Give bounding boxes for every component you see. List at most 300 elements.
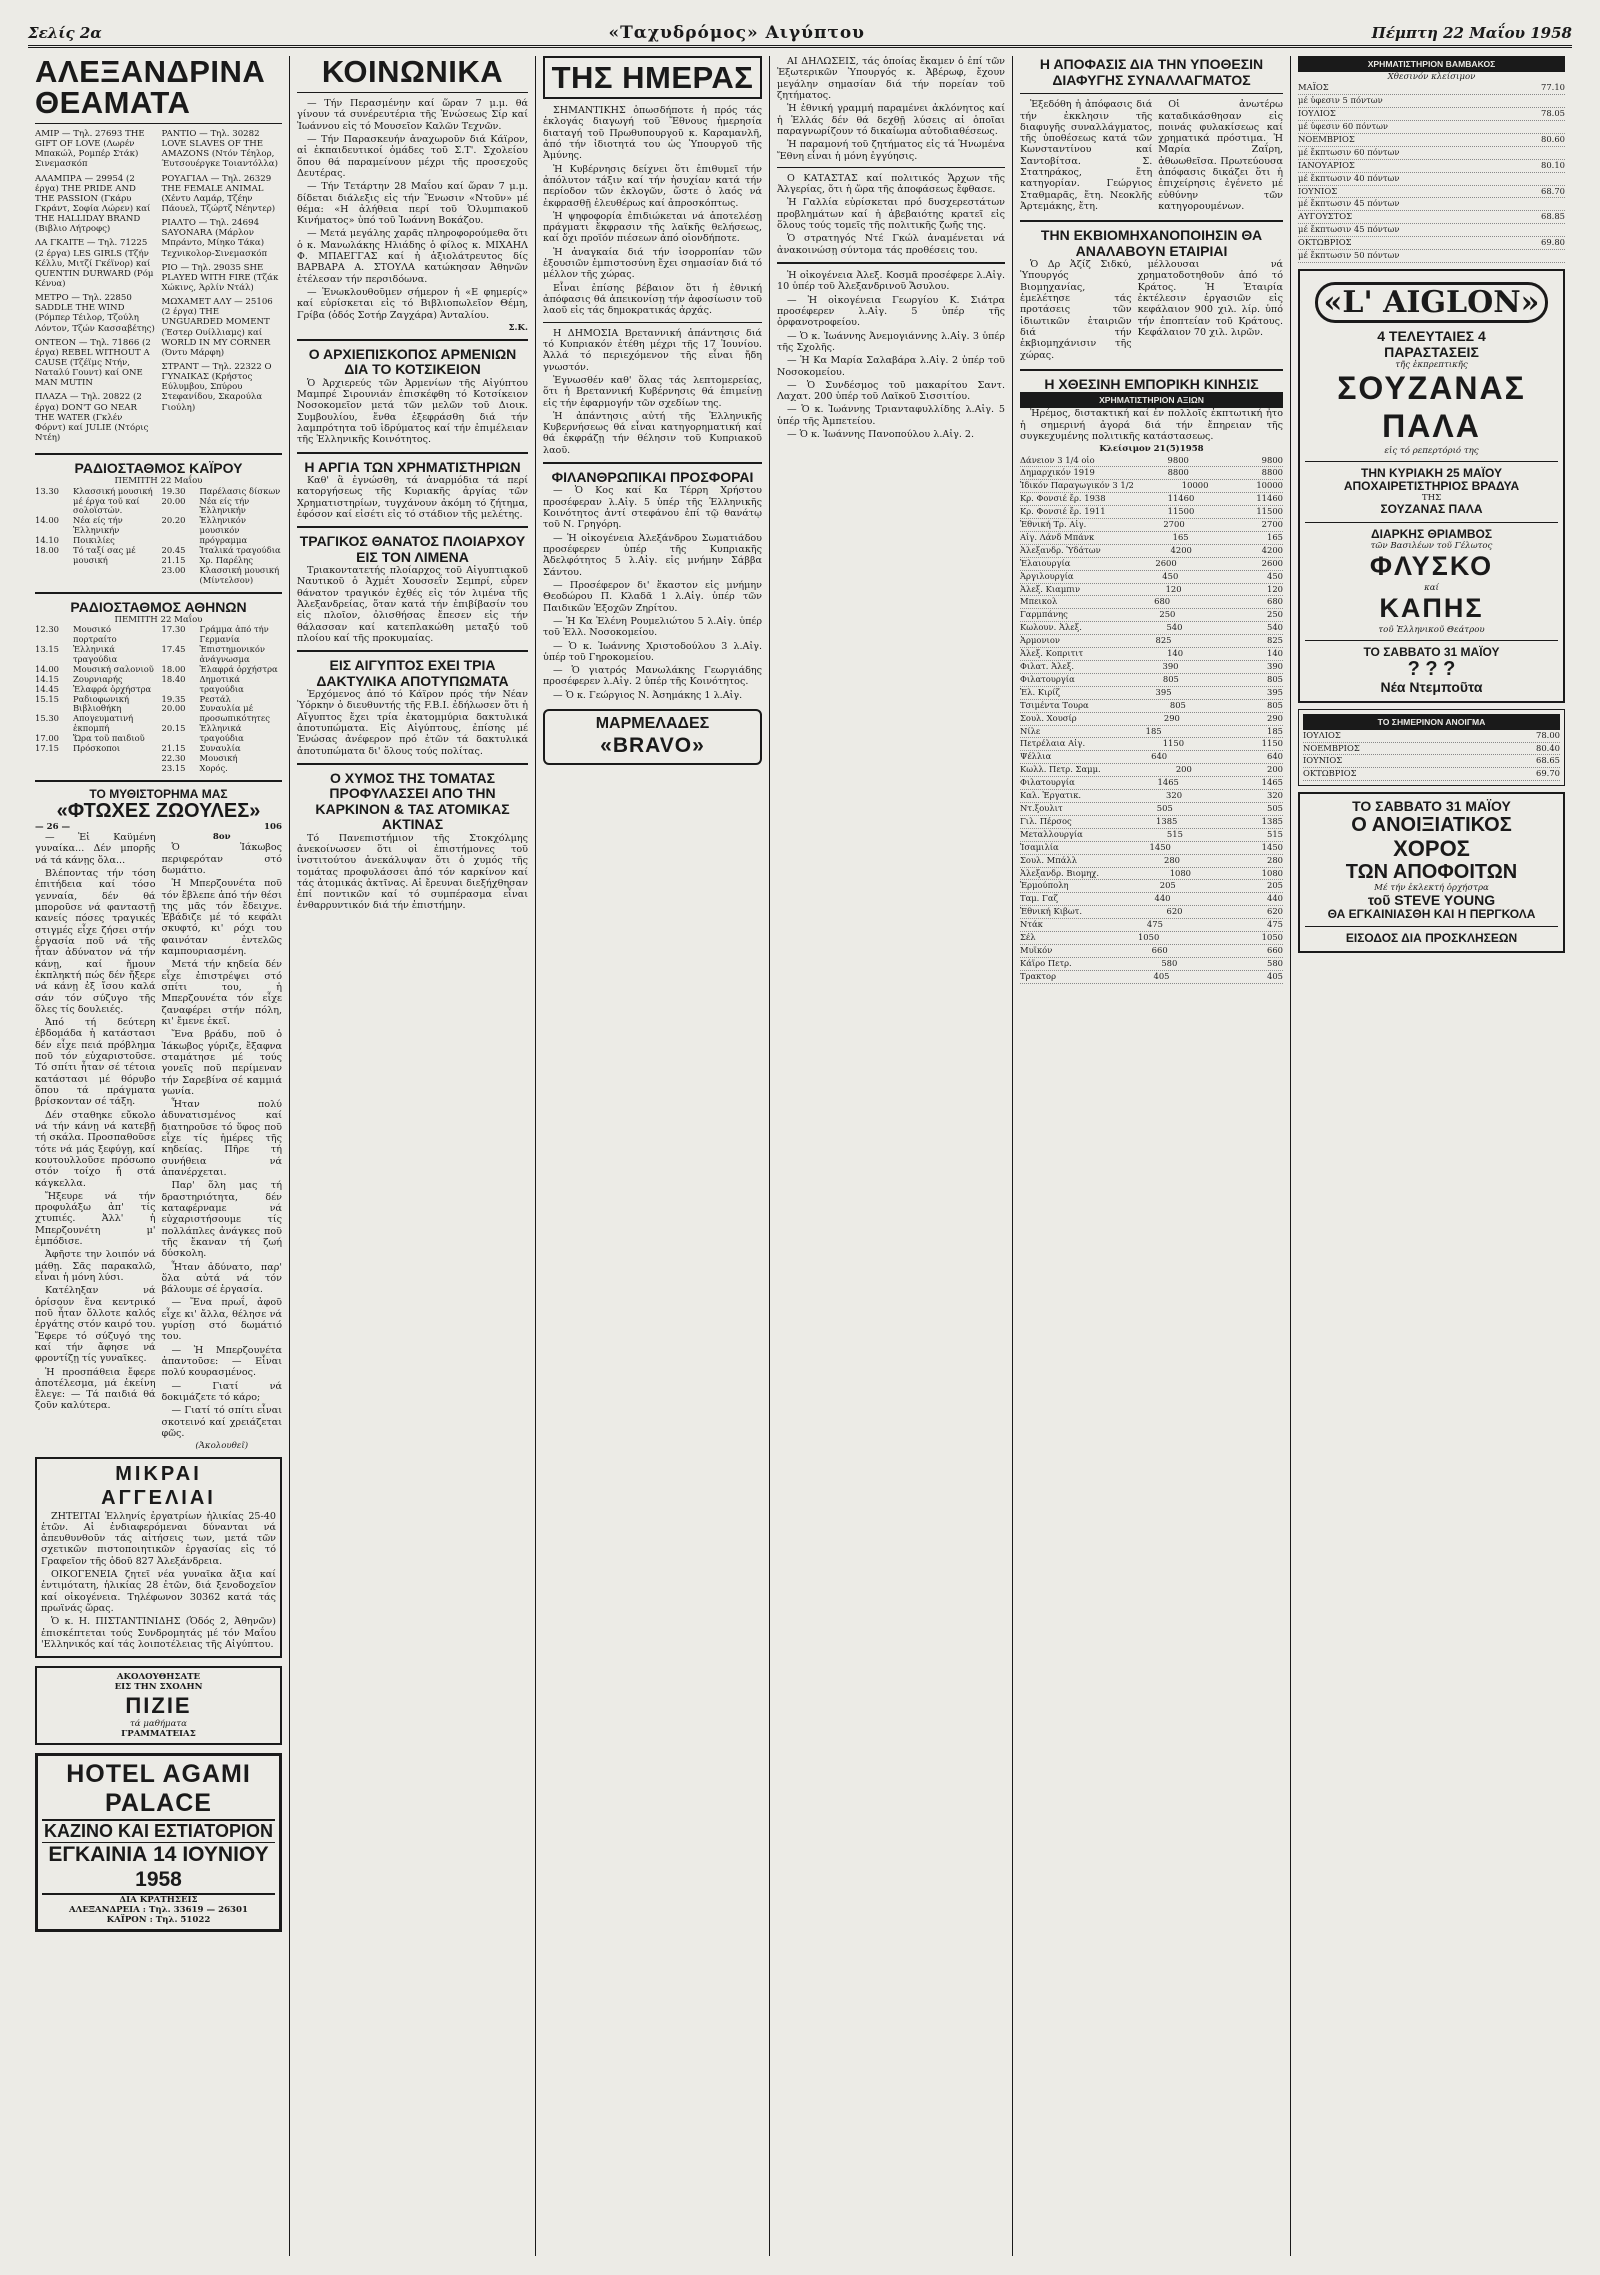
stock-row — [1020, 622, 1283, 635]
schedule-program: Κλασσική μουσική (Μίντελσον) — [199, 564, 280, 585]
school-line-1: ΑΚΟΛΟΥΘΗΣΑΤΕ — [116, 1672, 201, 1683]
radio-athens-title: ΡΑΔΙΟΣΤΑΘΜΟΣ ΑΘΗΝΩΝ — [70, 598, 247, 615]
decision-title: Η ΑΠΟΦΑΣΙΣ ΔΙΑ ΤΗΝ ΥΠΟΘΕΣΙΝ ΔΙΑΦΥΓΗΣ ΣΥΝΑΛΛΑΓΜΑΤΟΣ — [1039, 56, 1264, 89]
row-value: 9800 — [1167, 454, 1189, 465]
charity-item: — Ἡ Κα Μαρία Σαλαβάρα λ.Αἰγ. 2 ὑπέρ τοῦ Νοσοκομείου. — [777, 355, 1005, 378]
dance-ad — [1298, 792, 1565, 952]
schedule-time: 20.00 — [161, 495, 186, 506]
schedule-program: Μουσικό πορτραίτο — [73, 624, 117, 645]
row-value: 290 — [1267, 712, 1283, 723]
row-label: Μυϊκόν — [1020, 944, 1053, 955]
row-value: 680 — [1154, 596, 1171, 607]
classified-ad: Ὁ κ. Η. ΠΙΣΤΑΝΤΙΝΙΔΗΣ (Ὁδός 2, Ἀθηνῶν) ἐπισκέπτεται τούς Συνδρομητάς μέ τόν Μαΐου 'Ελληνικός καί τάς λοιποτέλειας τῆς Αἰγύπτου. — [41, 1616, 276, 1650]
row-label: Ἀλεξανδρ. Βιομηχ. — [1020, 867, 1100, 878]
schedule-program: Κλασσική μουσική μέ έργα τοῦ καί σολοϊστών. — [73, 485, 153, 516]
row-value: 4200 — [1261, 544, 1283, 555]
divider — [1305, 522, 1558, 523]
schedule-time: 23.00 — [161, 564, 186, 575]
row-label: ΙΟΥΝΙΟΣ — [1298, 185, 1338, 196]
row-value: 250 — [1266, 609, 1283, 620]
charity-item: — Ὁ Συνδέσμος τοῦ μακαρίτου Σαντ. Λαχατ. 200 ὑπέρ τοῦ Λαϊκοῦ Σισσιτίου. — [777, 379, 1005, 403]
serial-paragraph: — Γιατί τό σπίτι εἶναι σκοτεινό καί χρειάζεται φῶς. — [161, 1405, 282, 1439]
stock-row — [1020, 674, 1283, 687]
schedule-time: 12.30 — [35, 624, 59, 635]
theater-listing: ΑΛΑΜΠΡΑ — 29954 (2 έργα) THE PRIDE AND THE PASSION (Γκάρυ Γκράντ, Σοφία Λώρεν) καί THE HALLIDAY BRAND (Βιβλιο Λήτροφς) — [35, 173, 151, 235]
cotton-row — [1298, 108, 1565, 121]
row-value: 68.70 — [1541, 185, 1565, 196]
schedule-program: Ζουρνιαρής — [73, 673, 123, 684]
hotel-ad — [35, 1753, 282, 1932]
radio-athens-date: ΠΕΜΠΤΗ 22 Μαΐου — [114, 615, 203, 626]
row-label: Σουλ. Χουσίρ — [1020, 712, 1077, 723]
row-label: Τσιμέντα Τουρα — [1020, 699, 1089, 710]
aiglon-line-1: 4 ΤΕΛΕΥΤΑΙΕΣ 4 — [1377, 328, 1486, 345]
schedule-program: Χρ. Παρέλης — [199, 554, 253, 565]
social-item: — Τήν Τετάρτην 28 Μαΐου καί ὥραν 7 μ.μ. δίδεται διάλεξις εἰς τήν Ἕνωσιν «Ντοῦν» μέ θέμα: «Η ἀλήθεια περί τοῦ Ὁλυμπιακοῦ Κινήματος» ὑπό τοῦ Ἰωάννη Βοκάζου. — [297, 181, 528, 227]
row-label: Ἰσαμιλία — [1020, 841, 1059, 852]
theater-listing: ΜΩΧΑΜΕΤ ΑΛΥ — 25106 (2 έργα) THE UNGUARDED MOMENT (Έστερ Ουίλλιαμς) καί WORLD IN MY CORNER (Όντυ Μάρφη) — [161, 297, 273, 358]
column-3 — [536, 56, 770, 2256]
schedule-program: Συναυλία μέ προσωπικότητες — [199, 703, 270, 724]
row-value: 9800 — [1261, 454, 1283, 465]
stock-table — [1020, 455, 1283, 984]
schedule-time: 13.30 — [35, 485, 59, 496]
row-value: 1385 — [1156, 815, 1178, 826]
divider — [297, 650, 528, 652]
theater-listing: ΡΙΟ — Τηλ. 29035 SHE PLAYED WITH FIRE (Τζάκ Χώκινς, Άρλίν Ντάλ) — [161, 262, 279, 293]
cotton-table — [1298, 82, 1565, 263]
charity-item: — Ὁ κ. Ἰωάννης Χριστοδούλου 3 λ.Αἰγ. ὑπέρ τοῦ Γηροκομείου. — [543, 640, 762, 663]
archbishop-title: Ο ΑΡΧΙΕΠΙΣΚΟΠΟΣ ΑΡΜΕΝΙΩΝ ΔΙΑ ΤΟ ΚΟΤΣΙΚΕΙΟΝ — [308, 346, 517, 378]
row-value: 825 — [1267, 635, 1283, 646]
row-label: Καλ. Ἐργατικ. — [1020, 790, 1082, 801]
row-value: 440 — [1266, 893, 1283, 904]
row-label: ΝΟΕΜΒΡΙΟΣ — [1298, 133, 1355, 144]
row-label: Κρ. Φονσιέ ἔρ. 1911 — [1020, 506, 1106, 517]
aiglon-debut: Νέα Ντεμποῦτα — [1380, 679, 1483, 696]
row-value: 805 — [1267, 673, 1283, 684]
schedule-time: 20.20 — [161, 515, 186, 526]
divider — [35, 780, 282, 782]
schedule-time: 18.00 — [35, 545, 59, 556]
row-value: 10000 — [1256, 480, 1283, 491]
row-value: 1080 — [1169, 867, 1192, 878]
row-label: Ἐθνική Τρ. Αἰγ. — [1020, 519, 1087, 530]
stock-row — [1020, 609, 1283, 622]
stock-title: ΧΡΗΜΑΤΙΣΤΗΡΙΟΝ ΑΞΙΩΝ — [1020, 392, 1283, 408]
schedule-program: Γράμμα ἀπό τήν Γερμανία — [199, 624, 269, 645]
dance-line-2: Ο ΑΝΟΙΞΙΑΤΙΚΟΣ — [1351, 813, 1512, 836]
radio-cairo-left — [35, 487, 156, 586]
stock-intro: Ἠρέμος, διστακτική καί ἐν πολλοῖς ἐκπτωτική ἦτο ἡ σημερινή ἀγορά διά τήν ἔπηρειαν τῆς συγκεχυμένης πολιτικῆς κατάστασεως. — [1020, 408, 1283, 443]
schedule-program: Ἰταλικά τραγούδια — [199, 545, 281, 556]
schedule-time: 20.15 — [161, 723, 186, 734]
aiglon-sunday: ΤΗΝ ΚΥΡΙΑΚΗ 25 ΜΑΪΟΥ — [1360, 465, 1503, 480]
stock-row — [1020, 545, 1283, 558]
serial-paragraph: Ἦταν ἀδύνατο, παρ' ὅλα αὐτά νά τόν βάλουμε σέ ἐργασία. — [161, 1261, 282, 1296]
row-value: 280 — [1164, 854, 1181, 865]
aiglon-triumph: ΔΙΑΡΚΗΣ ΘΡΙΑΜΒΟΣ — [1370, 526, 1493, 541]
row-value: 78.05 — [1541, 108, 1565, 119]
classified-ad: ΖΗΤΕΙΤΑΙ Ἑλληνίς ἐργατρίων ἡλικίας 25-40 ἐτῶν. Αἱ ἐνδιαφερόμεναι δύνανται νά ἀπευθυνθοῦν τάς αἰτήσεις των, μετά τῶν σχετικῶν πιστοποιητικῶν ἐργασίας εἰς τό Γραφεῖον τῆς ὁδοῦ 827 Ἀλεξάνδρεια. — [41, 1510, 276, 1567]
columns-grid — [28, 56, 1572, 2256]
row-value: 185 — [1266, 725, 1283, 736]
stock-row — [1020, 726, 1283, 739]
stock-row — [1020, 506, 1283, 519]
divider — [543, 462, 762, 464]
divider — [297, 452, 528, 454]
aiglon-ad — [1298, 269, 1565, 703]
stock-row — [1020, 880, 1283, 893]
theater-listing: ΡΙΑΛΤΟ — Τηλ. 24694 SAYONARA (Μάρλον Μπράντο, Μίηκο Τάκα) Τεχνικολορ-Σινεμασκόπ — [161, 218, 268, 259]
theater-listing: ΣΤΡΑΝΤ — Τηλ. 22322 Ο ΓΥΝΑΙΚΑΣ (Κρήστος Εύλυμβου, Σπύρου Στεφανίδου, Σκαρούλα Γιούλη) — [161, 361, 272, 413]
row-value: 250 — [1159, 609, 1176, 620]
tomato-text: Τό Πανεπιστήμιον τῆς Στοκχόλμης ἀνεκοίνωσεν ὅτι οἱ ἐπιστήμονες τοῦ ἰνστιτούτου ἀνεκάλυψαν ὅτι ὁ χυμός τῆς τομάτας προφυλάσσει ἀπό τόν καρκίνον καί τάς ἀτομικάς ἀκτῖνας. Αἱ ἔρευναι διεξήχθησαν ἐπί ποντικῶν καί τό συμπέρασμα εἶναι ἐνθαρρυντικόν διά τήν ἐπιστήμην. — [297, 832, 528, 912]
cotton-row — [1298, 95, 1565, 108]
charity-item: — Ὁ κ. Ἰωάννης Τριανταφυλλίδης λ.Αἰγ. 5 ὑπέρ τῆς Ἀμπετείου. — [777, 404, 1005, 427]
classifieds-title-1: ΜΙΚΡΑΙ — [115, 1463, 202, 1486]
row-label: Φιλατ. Ἀλεξ. — [1020, 661, 1075, 672]
serial-continued: (Ἀκολουθεῖ) — [195, 1441, 249, 1452]
row-value: 80.60 — [1541, 133, 1565, 144]
row-value: 395 — [1266, 686, 1283, 697]
aiglon-name-2: ΠΑΛΑ — [1382, 408, 1481, 445]
row-label: Τρακτορ — [1020, 970, 1056, 981]
row-label: ΙΟΥΛΙΟΣ — [1298, 108, 1336, 119]
social-signature: Σ.Κ. — [508, 322, 528, 333]
schedule-row — [162, 764, 283, 774]
schedule-program: Ρεστάλ — [199, 693, 231, 704]
row-value: 505 — [1156, 802, 1173, 813]
stock-row — [1020, 868, 1283, 881]
schedule-program: Συναυλία — [199, 743, 241, 754]
row-label: μέ ὑφεσιν 5 πόντων — [1298, 95, 1383, 106]
row-value: 77.10 — [1541, 82, 1565, 93]
schedule-program: Απογευματινή ἐκπομπή — [73, 713, 134, 734]
row-label: Γιλ. Πέρσος — [1020, 815, 1072, 826]
row-value: 120 — [1165, 583, 1182, 594]
row-value: 505 — [1266, 802, 1283, 813]
serial-paragraph: Ἡ Μπερζουνέτα ποῦ τόν ἔβλεπε ἀπό τήν θέσι της μᾶς τόν ἔδειχνε. Ἐβάδιζε μέ τό κεφάλι σκυφτό, κι' ρόχι του φαινόταν ἐντελῶς καμπουριασμένη. — [161, 878, 282, 958]
row-value: 450 — [1266, 570, 1283, 581]
schedule-row — [162, 566, 283, 586]
row-label: Ἐλαιουργία — [1020, 557, 1071, 568]
row-value: 140 — [1167, 648, 1184, 659]
schedule-time: 14.00 — [35, 663, 59, 674]
row-value: 2600 — [1155, 557, 1177, 568]
schedule-program: Χορός. — [199, 762, 228, 773]
hotel-opening: ΕΓΚΑΙΝΙΑ 14 ΙΟΥΝΙΟΥ 1958 — [42, 1843, 275, 1895]
day-paragraph: Ἡ ἀναγκαία διά τήν ἰσορροπίαν τῶν ἐξουσιῶν ἐμπιστοσύνη ἔχει σημασίαν διά τό μέλλον τῆς χώρας. — [543, 246, 762, 281]
row-label: ΝΟΕΜΒΡΙΟΣ — [1303, 742, 1360, 753]
stock-row — [1020, 519, 1283, 532]
day-paragraph: Ἡ ἐθνική γραμμή παραμένει ἀκλόνητος καί ἡ Ἑλλάς δέν θά δεχθῇ λύσεις αἱ ὁποῖαι παραγνωρίζουν τό δικαίωμα αὐτοδιαθέσεως. — [777, 103, 1005, 137]
theater-listing: AMIP — Τηλ. 27693 THE GIFT OF LOVE (Λωρέν Μπακώλ, Ρομπέρ Στάκ) Σινεμασκόπ — [35, 129, 145, 170]
row-value: 80.40 — [1536, 742, 1560, 753]
holiday-title: Η ΑΡΓΙΑ ΤΩΝ ΧΡΗΜΑΤΙΣΤΗΡΙΩΝ — [304, 458, 521, 475]
hotel-name: HOTEL AGAMI PALACE — [42, 1760, 275, 1821]
row-value: 8800 — [1261, 467, 1283, 478]
decision-text-b: Οἱ ἀνωτέρω καταδικάσθησαν εἰς ποινάς φυλακίσεως καί χρηματικά πρόστιμα. Ἡ Μαρία Ζαΐρη, ἀθωωθεῖσα. Πρωτεύουσα ἀπόφασις δικάζει ὅτι ἡ ἐπιχείρησις ἐγένετο μέ εὐθύνην τῶν κατηγορουμένων. — [1158, 99, 1283, 212]
stock-row — [1020, 532, 1283, 545]
schedule-row — [35, 516, 156, 536]
schedule-time: 20.00 — [161, 703, 186, 714]
aiglon-of: ΤΗΣ — [1421, 493, 1442, 504]
opening-table — [1303, 730, 1560, 782]
hotel-alex-phone: ΑΛΕΞΑΝΔΡΕΙΑ : Τηλ. 33619 — 26301 — [68, 1904, 248, 1915]
row-value: 68.85 — [1541, 211, 1565, 222]
bravo-ad — [543, 709, 762, 765]
row-label: Αἰγ. Λάνδ Μπάνκ — [1020, 531, 1095, 542]
masthead — [28, 22, 1572, 48]
classifieds-title-2: ΑΓΓΕΛΙΑΙ — [101, 1486, 216, 1509]
schedule-program: Ραδιοφωνική Βιβλιοθήκη — [73, 693, 129, 714]
opening-row — [1303, 730, 1560, 743]
schedule-program: Δημοτικά τραγούδια — [199, 673, 244, 694]
row-label: Κωλουν. Ἀλεξ. — [1020, 622, 1082, 633]
serial-paragraph: Κατέληξαν νά ὁρίσουν ἕνα κεντρικό ποῦ ἦταν ὅλλοτε καλός ἐργάτης στόν καιρό του. Ἔφερε τό σύζυγό της καί τήν ἄφησε νά φροντίζῃ τίς γυναῖκες. — [35, 1285, 156, 1365]
dance-line-4: ΤΩΝ ΑΠΟΦΟΙΤΩΝ — [1345, 860, 1518, 883]
row-value: 2700 — [1163, 519, 1185, 530]
row-label: μέ ἔκπτωσιν 45 πόντων — [1298, 198, 1400, 209]
serial-paragraph: — Ἐἰ Καϋμένη γυναίκα... Δέν μπορῆς νά τά κάνῃς ὅλα... — [35, 832, 156, 866]
row-value: 475 — [1266, 919, 1283, 930]
classifieds-items — [41, 1511, 276, 1651]
stock-row — [1020, 480, 1283, 493]
stock-row — [1020, 661, 1283, 674]
theaters-left — [35, 129, 156, 447]
stock-row — [1020, 790, 1283, 803]
opening-box — [1298, 709, 1565, 787]
schedule-time: 18.00 — [161, 663, 186, 674]
row-value: 69.70 — [1536, 768, 1560, 779]
day-paragraph: Ο ΚΑΤΑΣΤΑΣ καί πολιτικός Ἄρχων τῆς Ἀλγερίας, ὅτι ἡ ὥρα τῆς ἀποφάσεως ἔφθασε. — [777, 172, 1005, 196]
holiday-text: Καθ' ἃ ἐγνώσθη, τά ἀναρμόδια τά περί κατοργήσεως τῆς Κυριακῆς ἀργίας τῶν Χρηματιστηρίων, τυγχάνουν ἀκόμη τό ζήτημα, ἐφόσον καί εἰσέτι εἰς τό στάδιον τῆς μελέτης. — [297, 475, 528, 521]
schedule-time: 20.45 — [161, 545, 186, 556]
row-value: 205 — [1159, 880, 1176, 891]
radio-cairo-title: ΡΑΔΙΟΣΤΑΘΜΟΣ ΚΑΪΡΟΥ — [74, 460, 243, 477]
aiglon-saturday: ΤΟ ΣΑΒΒΑΤΟ 31 ΜΑΪΟΥ — [1363, 644, 1500, 659]
schedule-program: Μουσική σαλονιοῦ — [73, 663, 154, 674]
divider — [1020, 220, 1283, 222]
serial-kicker: ΤΟ ΜΥΘΙΣΤΟΡΗΜΑ ΜΑΣ — [89, 786, 228, 801]
hotel-reservations: ΔΙΑ ΚΡΑΤΗΣΕΙΣ — [119, 1894, 198, 1905]
day-paragraph: Εἶναι ἐπίσης βέβαιον ὅτι ἡ ἐθνική ἀπόφασις θά ἀπεικονίσῃ τήν ἀφοσίωσιν τοῦ λαοῦ εἰς τάς δημοκρατικάς ἀρχάς. — [543, 282, 762, 317]
page-number: Σελίς 2α — [28, 23, 102, 42]
row-label: Κωλλ. Πετρ. Σαμμ. — [1020, 764, 1101, 775]
aiglon-farewell: ΑΠΟΧΑΙΡΕΤΙΣΤΗΡΙΟΣ ΒΡΑΔΥΑ — [1343, 479, 1520, 494]
row-value: 620 — [1166, 906, 1183, 917]
decision-text-a: Ἐξεδόθη ἡ ἀπόφασις διά τήν ἐκκλησιν τῆς διαφυγῆς συναλλάγματος, τῆς ὑποθέσεως κατά τῶν Κωνσταντίνου καί Σαντοβίτσα. Σ. Στατηράκος, ἔτη κατηγορίαν. Γεώργιος Σταθμαρᾶς, ἔτη. Νεοκλῆς Ἀρτεμάκης, ἔτη. — [1020, 99, 1153, 212]
row-label: Ἀλεξ. Κοπριτιτ — [1020, 648, 1084, 659]
row-value: 640 — [1267, 751, 1283, 762]
cotton-row — [1298, 147, 1565, 160]
classified-ad: ΟΙΚΟΓΕΝΕΙΑ ζητεῖ νέα γυναῖκα ἄξια καί ἐντιμότατη, ἡλικίας 28 ἐτῶν, διά ξενοδοχεῖον καί οἰκογένεια. Τηλέφωνον 30362 κατά τάς πρωϊνάς ὥρας. — [41, 1569, 276, 1615]
stock-row — [1020, 919, 1283, 932]
schedule-program: Ἑλληνικά τραγούδια — [199, 723, 244, 744]
dance-line-8: ΕΙΣΟΔΟΣ ΔΙΑ ΠΡΟΣΚΛΗΣΕΩΝ — [1345, 931, 1518, 946]
row-value: 1465 — [1261, 777, 1283, 788]
row-label: Ἀλεξανδρ. Ὑδάτων — [1020, 544, 1101, 555]
schedule-row — [35, 645, 156, 665]
stock-close: Κλείσιμον 21(5)1958 — [1099, 444, 1204, 455]
school-ad — [35, 1666, 282, 1745]
row-value: 395 — [1155, 686, 1172, 697]
row-label: μέ ἔκπτωσιν 40 πόντων — [1298, 172, 1400, 183]
schedule-row — [35, 487, 156, 517]
nationalize-body — [1020, 259, 1283, 363]
aiglon-kings: τῶν Βασιλέων τοῦ Γέλωτος — [1370, 540, 1493, 551]
school-line-3: τά μαθήματα — [130, 1718, 187, 1729]
schedule-row — [35, 714, 156, 734]
schedule-time: 14.00 — [35, 515, 59, 526]
dance-line-5: Μέ τήν ἐκλεκτή ὀρχήστρα — [1374, 882, 1489, 893]
row-label: Ἐρμούπολη — [1020, 880, 1069, 891]
serial-paragraph: — Ἡ Μπερζουνέτα ἀπαντοῦσε: — Εἶναι πολύ κουρασμένος. — [161, 1344, 282, 1379]
schedule-row — [162, 625, 283, 645]
divider — [297, 339, 528, 341]
schedule-program: Παρέλασις δίσκων — [199, 485, 281, 496]
row-label: Δημαρχικόν 1919 — [1020, 467, 1095, 478]
divider — [297, 526, 528, 528]
dance-line-3: ΧΟΡΟΣ — [1393, 835, 1470, 861]
row-value: 165 — [1172, 531, 1189, 542]
row-label: Κρ. Φονσιέ ἔρ. 1938 — [1020, 493, 1106, 504]
day-title-frame — [543, 56, 762, 99]
row-value: 580 — [1267, 957, 1283, 968]
column-4 — [770, 56, 1013, 2256]
theater-listing: ΟΝΤΕΟΝ — Τηλ. 71866 (2 έργα) REBEL WITHOUT A CAUSE (Τζέϊμς Ντήν, Ναταλύ Γουντ) καί ONE MAN MUTIN — [35, 337, 151, 389]
school-name: ΠΙΖΙΕ — [125, 1692, 192, 1718]
serial-column-a — [35, 832, 156, 1451]
row-value: 540 — [1166, 622, 1183, 633]
row-value: 475 — [1146, 919, 1163, 930]
row-label: Μεταλλουργία — [1020, 828, 1083, 839]
schedule-time: 22.30 — [161, 752, 186, 763]
stock-row — [1020, 945, 1283, 958]
cotton-row — [1298, 134, 1565, 147]
stock-row — [1020, 842, 1283, 855]
aiglon-line-4: εἰς τό ρεπερτόριό της — [1384, 445, 1479, 456]
serial-paragraph: Ὁ Ἰάκωβος περιφερόταν στό δωμάτιο. — [161, 842, 282, 876]
divider — [35, 123, 282, 124]
row-value: 1450 — [1261, 841, 1283, 852]
stock-row — [1020, 906, 1283, 919]
accident-title: ΤΡΑΓΙΚΟΣ ΘΑΝΑΤΟΣ ΠΛΟΙΑΡΧΟΥ ΕΙΣ ΤΟΝ ΛΙΜΕΝΑ — [299, 533, 526, 565]
row-value: 1150 — [1261, 738, 1283, 749]
stock-row — [1020, 855, 1283, 868]
row-value: 390 — [1162, 661, 1179, 672]
stock-row — [1020, 713, 1283, 726]
row-value: 660 — [1266, 944, 1283, 955]
opening-title: ΤΟ ΣΗΜΕΡΙΝΟΝ ΑΝΟΙΓΜΑ — [1303, 714, 1560, 730]
day-column-c — [777, 56, 1005, 162]
issue-date: Πέμπτη 22 Μαΐου 1958 — [1371, 23, 1572, 42]
hotel-cairo-phone: ΚΑΪΡΟΝ : Τηλ. 51022 — [106, 1914, 211, 1925]
row-value: 805 — [1267, 699, 1283, 710]
divider — [777, 167, 1005, 168]
stock-row — [1020, 803, 1283, 816]
divider — [35, 592, 282, 594]
day-paragraph: ΑΙ ΔΗΛΩΣΕΙΣ, τάς ὁποίας ἔκαμεν ὁ ἐπί τῶν Ἐξωτερικῶν Ὑπουργός κ. Ἀβέρωφ, ἔχουν μεγάλην σημασίαν διά τήν πορείαν τοῦ ζητήματος. — [777, 56, 1005, 101]
row-value: 320 — [1166, 790, 1183, 801]
row-label: ΜΑΪΟΣ — [1298, 82, 1329, 93]
stock-row — [1020, 738, 1283, 751]
stock-row — [1020, 648, 1283, 661]
row-value: 11460 — [1167, 493, 1195, 504]
column-1 — [28, 56, 290, 2256]
divider — [35, 453, 282, 455]
row-label: ΟΚΤΩΒΡΙΟΣ — [1298, 237, 1352, 248]
social-title: ΚΟΙΝΩΝΙΚΑ — [321, 56, 504, 89]
column-2 — [290, 56, 536, 2256]
social-body — [297, 98, 528, 321]
aiglon-title: «L' AIGLON» — [1315, 282, 1548, 323]
serial-body — [35, 832, 282, 1451]
cotton-row — [1298, 82, 1565, 95]
accident-text: Τριακοντατετής πλοίαρχος τοῦ Αἰγυπτιακοῦ Ναυτικοῦ ὁ Ἀχμέτ Χουσσεΐν Σεμπρί, εὗρεν θάνατον τραγικόν ἐχθές εἰς τόν λιμένα τῆς Ἀλεξανδρείας, ὅταν κατά τήν ἐπιβίβασίν του εἰς πλοῖον, ὀλισθήσας ἔπεσεν εἰς τήν θάλασσαν καί κατεπλακώθη μεταξύ τοῦ πλοίου καί τῆς προκυμαίας. — [297, 565, 528, 645]
theaters-right — [162, 129, 283, 447]
row-value: 185 — [1145, 725, 1162, 736]
row-label: μέ ἔκπτωσιν 45 πόντων — [1298, 224, 1400, 235]
stock-row — [1020, 829, 1283, 842]
row-label: Φιλατουργία — [1020, 777, 1075, 788]
row-value: 69.80 — [1541, 237, 1565, 248]
charity-title: ΦΙΛΑΝΘΡΩΠΙΚΑΙ ΠΡΟΣΦΟΡΑΙ — [551, 469, 754, 486]
day-column-b — [543, 328, 762, 456]
row-label: Ἐθνική Κιβωτ. — [1020, 906, 1082, 917]
day-column-d — [777, 173, 1005, 256]
row-label: Νίλε — [1020, 725, 1041, 736]
schedule-time: 14.45 — [35, 683, 59, 694]
column-6 — [1291, 56, 1572, 2256]
charity-item: — Ὁ κ. Ἰωάννης Πανοπούλου λ.Αἰγ. 2. — [787, 429, 975, 441]
cotton-row — [1298, 186, 1565, 199]
cotton-title: ΧΡΗΜΑΤΙΣΤΗΡΙΟΝ ΒΑΜΒΑΚΟΣ — [1298, 56, 1565, 72]
row-label: Δάνειον 3 1/4 οἰο — [1020, 454, 1095, 465]
stock-row — [1020, 584, 1283, 597]
radio-cairo-schedule — [35, 487, 282, 586]
row-label: Ντάκ — [1020, 919, 1043, 930]
day-column-a — [543, 105, 762, 317]
theater-listing: ΜΕΤΡΟ — Τηλ. 22850 SADDLE THE WIND (Ρόμπερ Τέιλορ, Τζούλη Λόντον, Τζών Κασσαβέτης) — [35, 293, 155, 334]
commerce-title: Η ΧΘΕΣΙΝΗ ΕΜΠΟΡΙΚΗ ΚΙΝΗΣΙΣ — [1044, 375, 1259, 392]
schedule-program: Μουσική — [199, 752, 238, 763]
divider — [1020, 369, 1283, 371]
serial-numbers — [35, 822, 282, 832]
row-label: Ἰδικόν Παραγωγικόν 3 1/2 — [1020, 480, 1134, 491]
schedule-time: 13.15 — [35, 644, 59, 655]
theater-listing: ΛΑ ΓΚΑΙΤΕ — Τηλ. 71225 (2 έργα) LES GIRLS (Τζήν Κέλλυ, Μιτζί Γκέϊνορ) καί QUENTIN DURWARD (Ρόμ Κένυα) — [35, 238, 154, 289]
serial-number-left: — 26 — — [35, 821, 71, 832]
day-paragraph: Ὁ στρατηγός Ντέ Γκώλ ἀναμένεται νά ἀνακοινώσῃ σύντομα τάς προθέσεις του. — [777, 233, 1005, 256]
row-value: 2600 — [1261, 557, 1283, 568]
nationalize-text-b: μέλλουσαι νά χρηματοδοτηθοῦν ἀπό τό Κράτος. Ἡ Ἑταιρία ἐκτέλεσιν ἐργασιῶν εἰς κεφάλαιον 900 χιλ. λίρ. ὑπό τήν ἐποπτείαν τοῦ Κράτους. Κεφάλαιον 70 χιλ. λιρῶν. — [1137, 259, 1283, 338]
schedule-time: 17.15 — [35, 743, 59, 754]
schedule-program: Ἑλληνικά τραγούδια — [73, 644, 118, 664]
radio-cairo-right — [162, 487, 283, 586]
schedule-row — [35, 695, 156, 715]
schedule-program: Νέα είς τήν Ἑλληνικήν — [73, 515, 123, 536]
divider — [1020, 93, 1283, 94]
school-line-4: ΓΡΑΜΜΑΤΕΙΑΣ — [121, 1728, 196, 1739]
radio-athens-right — [162, 625, 283, 774]
row-value — [1523, 225, 1565, 235]
opening-row — [1303, 768, 1560, 781]
row-label: Πετρέλαια Αἰγ. — [1020, 738, 1086, 749]
row-value: 11500 — [1167, 506, 1195, 517]
bravo-line-2: «BRAVO» — [600, 733, 705, 757]
